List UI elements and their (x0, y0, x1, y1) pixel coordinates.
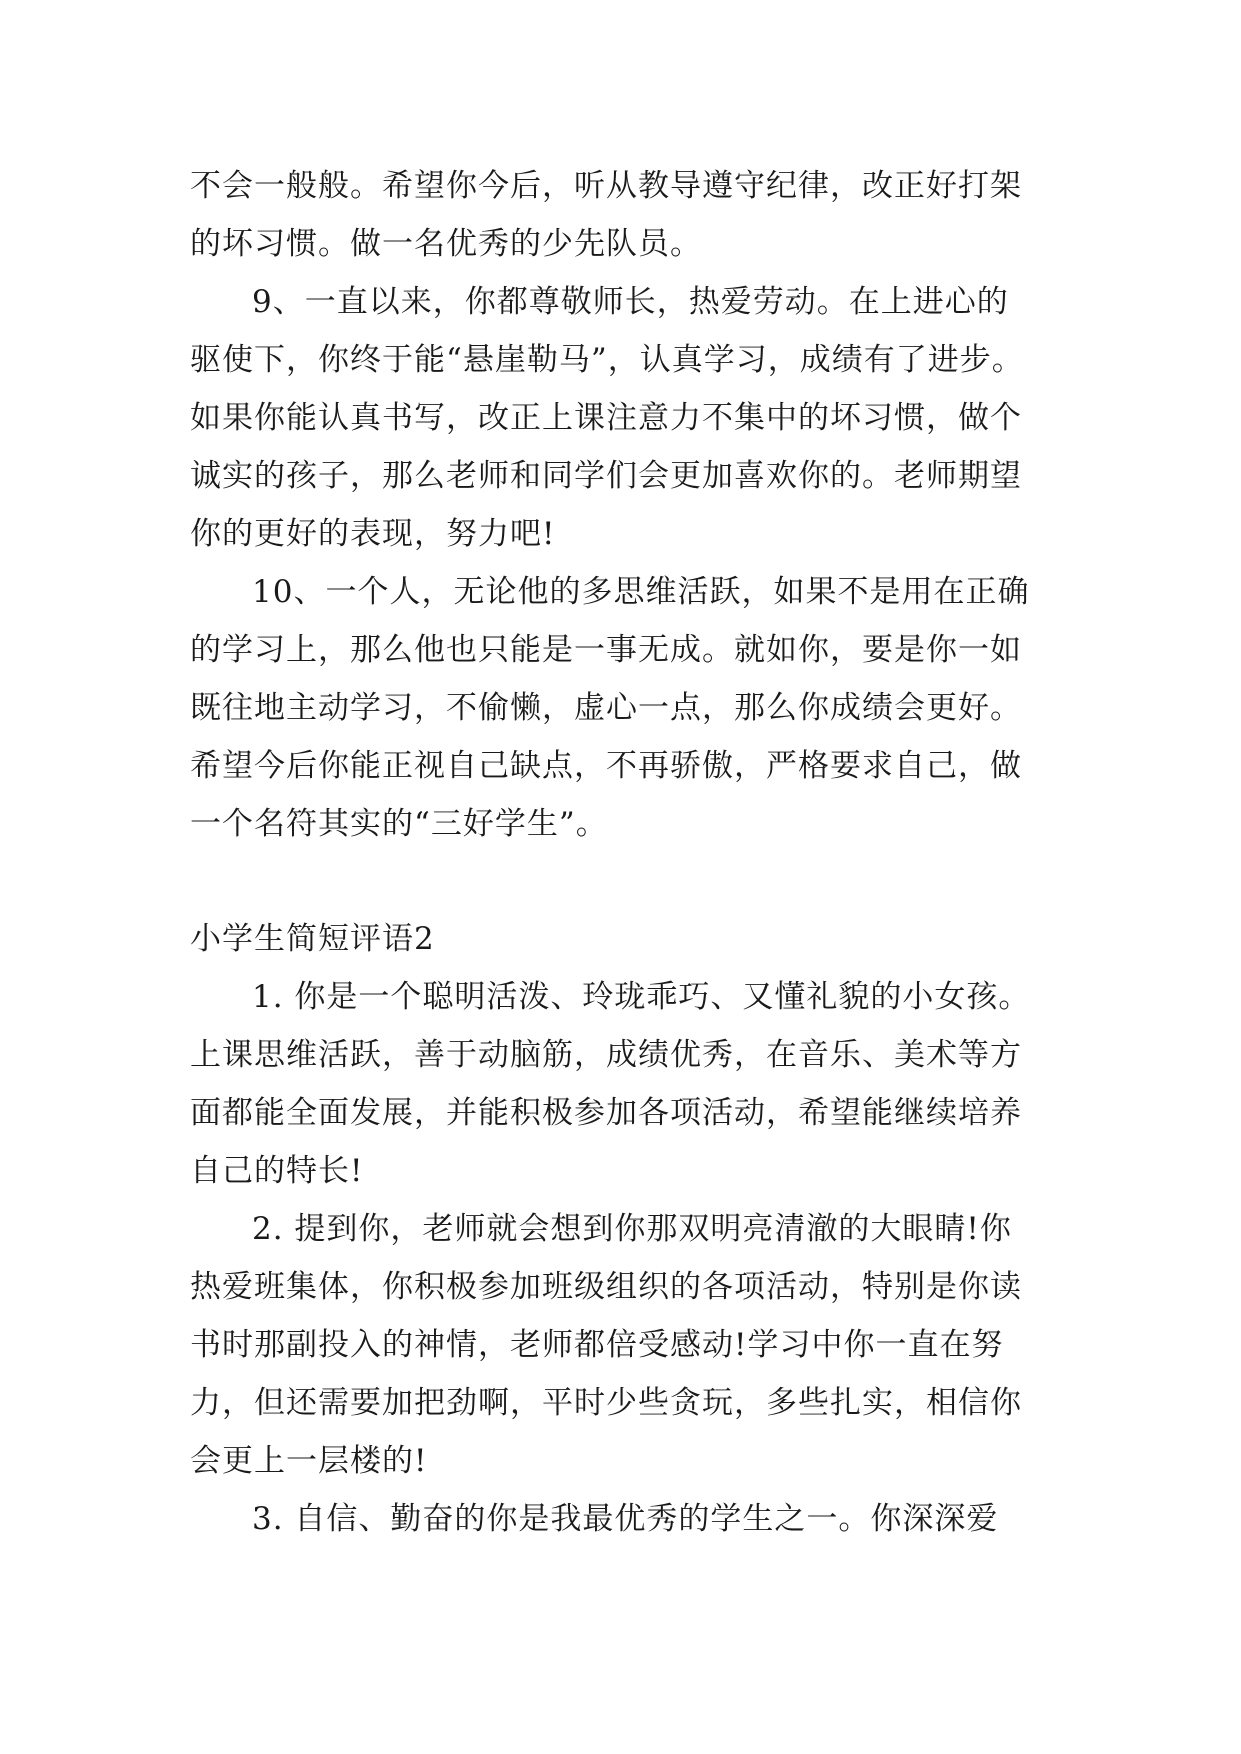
text-line: 书时那副投入的神情，老师都倍受感动!学习中你一直在努 (190, 1327, 1004, 1363)
text-line: 上课思维活跃，善于动脑筋，成绩优秀，在音乐、美术等方 (190, 1037, 1022, 1073)
text-line: 你的更好的表现，努力吧! (190, 516, 556, 552)
text-line: 会更上一层楼的! (190, 1443, 428, 1479)
paragraph-start-line: 1. 你是一个聪明活泼、玲珑乖巧、又懂礼貌的小女孩。 (252, 979, 1031, 1015)
paragraph-start-line: 9、一直以来，你都尊敬师长，热爱劳动。在上进心的 (252, 284, 1009, 320)
text-line: 一个名符其实的“三好学生”。 (190, 806, 608, 842)
text-line: 驱使下，你终于能“悬崖勒马”，认真学习，成绩有了进步。 (190, 342, 1024, 378)
paragraph-start-line: 2. 提到你，老师就会想到你那双明亮清澈的大眼睛!你 (252, 1211, 1012, 1247)
text-line: 的坏习惯。做一名优秀的少先队员。 (190, 226, 702, 262)
text-line: 诚实的孩子，那么老师和同学们会更加喜欢你的。老师期望 (190, 458, 1022, 494)
text-line: 如果你能认真书写，改正上课注意力不集中的坏习惯，做个 (190, 400, 1022, 436)
text-line: 力，但还需要加把劲啊，平时少些贪玩，多些扎实，相信你 (190, 1385, 1022, 1421)
text-line: 希望今后你能正视自己缺点，不再骄傲，严格要求自己，做 (190, 748, 1022, 784)
text-line: 热爱班集体，你积极参加班级组织的各项活动，特别是你读 (190, 1269, 1022, 1305)
text-line: 自己的特长! (190, 1153, 364, 1189)
section-heading: 小学生简短评语2 (190, 921, 435, 957)
text-line: 不会一般般。希望你今后，听从教导遵守纪律，改正好打架 (190, 168, 1022, 204)
paragraph-start-line: 10、一个人，无论他的多思维活跃，如果不是用在正确 (252, 574, 1030, 610)
text-line: 既往地主动学习，不偷懒，虚心一点，那么你成绩会更好。 (190, 690, 1022, 726)
paragraph-start-line: 3. 自信、勤奋的你是我最优秀的学生之一。你深深爱 (252, 1501, 999, 1537)
text-line: 面都能全面发展，并能积极参加各项活动，希望能继续培养 (190, 1095, 1022, 1131)
text-line: 的学习上，那么他也只能是一事无成。就如你，要是你一如 (190, 632, 1022, 668)
